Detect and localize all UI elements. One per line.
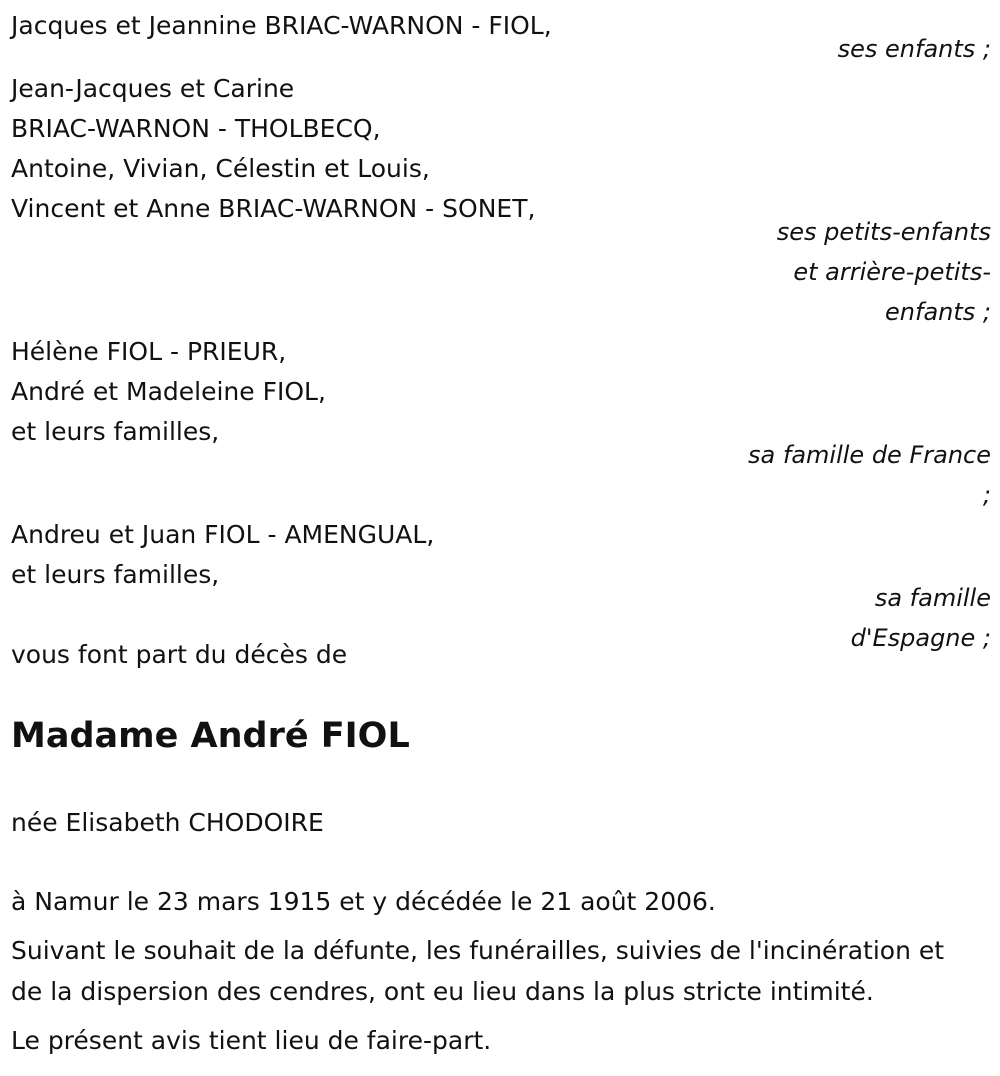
france-role-line-1: sa famille de France [748,441,991,469]
children-role: ses enfants ; [837,35,991,63]
france-line-1: Hélène FIOL - PRIEUR, [11,337,287,366]
children-names: Jacques et Jeannine BRIAC-WARNON - FIOL, [11,11,552,40]
maiden-name: née Elisabeth CHODOIRE [11,808,324,837]
grandchildren-line-3: Antoine, Vivian, Célestin et Louis, [11,154,430,183]
spain-role-line-2: d'Espagne ; [850,624,991,652]
grandchildren-line-2: BRIAC-WARNON - THOLBECQ, [11,114,381,143]
deceased-name: Madame André FIOL [11,716,410,756]
france-line-2: André et Madeleine FIOL, [11,377,326,406]
france-role-line-2: ; [982,481,991,509]
dates: à Namur le 23 mars 1915 et y décédée le 21 août 2006. [11,887,716,916]
grandchildren-role-line-3: enfants ; [885,298,991,326]
spain-line-2: et leurs familles, [11,560,220,589]
grandchildren-line-1: Jean-Jacques et Carine [11,74,295,103]
spain-role-line-1: sa famille [874,584,991,612]
spain-line-1: Andreu et Juan FIOL - AMENGUAL, [11,520,435,549]
grandchildren-role-line-1: ses petits-enfants [776,218,991,246]
announcement: vous font part du décès de [11,640,348,669]
notice: Le présent avis tient lieu de faire-part. [11,1026,492,1055]
grandchildren-line-4: Vincent et Anne BRIAC-WARNON - SONET, [11,194,536,223]
france-line-3: et leurs familles, [11,417,220,446]
grandchildren-role-line-2: et arrière-petits- [793,258,991,286]
funeral-line-1: Suivant le souhait de la défunte, les funérailles, suivies de l'incinération et [11,936,945,965]
funeral-line-2: de la dispersion des cendres, ont eu lieu dans la plus stricte intimité. [11,977,874,1006]
